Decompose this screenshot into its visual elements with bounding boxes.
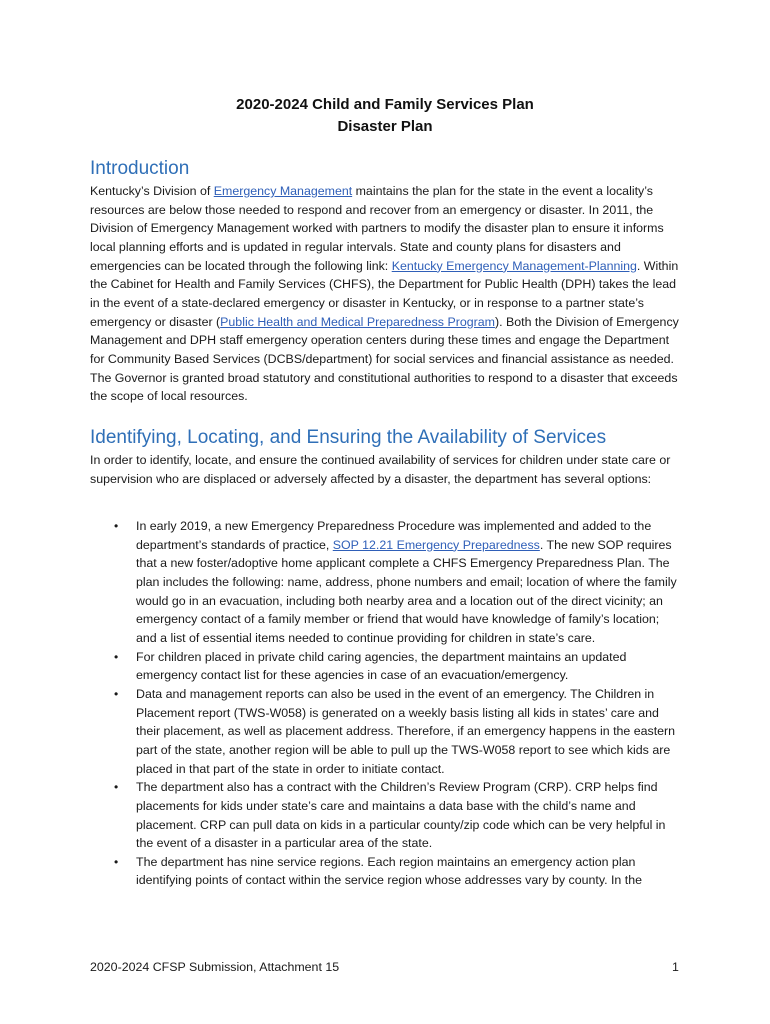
- list-item: [90, 778, 682, 853]
- bullet-text: Data and management reports can also be used in the event of an emergency. The Children in Placement report (TWS-W058) is generated on a weekly basis listing all kids in states’ care and their placement, as well as placement address. Therefore, if an emergency happens in the eastern part of the state, another region will be able to pull up the TWS-W058 report to see which kids are placed in that part of the state in order to initiate contact.: [136, 686, 676, 776]
- bullet-text: The department also has a contract with the Children’s Review Program (CRP). CRP helps find placements for kids under state’s care and maintains a data base with the child’s name and placement. CRP can pull data on kids in a particular county/zip code which can be very helpful in the event of a disaster in a particular area of the state.: [136, 780, 666, 851]
- bullet-text: The department has nine service regions. Each region maintains an emergency action plan identifying points of contact within the service region whose addresses vary by county. In the: [136, 854, 642, 888]
- sop-emergency-preparedness-link[interactable]: SOP 12.21 Emergency Preparedness: [332, 537, 540, 552]
- document-title: [0, 94, 770, 138]
- bullet-icon: •: [114, 686, 119, 701]
- intro-text-4: ). Both the Division of Emergency Management and DPH staff emergency operation centers during these times and engage the Department for Community Based Services (DCBS/department) for social services and financial assistance as needed. The Governor is granted broad statutory and constitutional authorities to respond to a disaster that exceeds the scope of local resources.: [90, 314, 679, 404]
- services-heading: Identifying, Locating, and Ensuring the Availability of Services: [90, 427, 607, 448]
- emergency-management-link[interactable]: Emergency Management: [213, 184, 353, 198]
- introduction-heading: Introduction: [90, 158, 190, 179]
- list-item: [90, 685, 682, 778]
- bullet-icon: •: [114, 649, 119, 664]
- bullet-text: In early 2019, a new Emergency Preparedness Procedure was implemented and added to the department’s standards of practice, SOP 12.21 Emergency Preparedness. The new SOP requires that a new foster/adoptive home applicant complete a CHFS Emergency Preparedness Plan. The plan includes the following: name, address, phone numbers and email; location of where the family would go in an evacuation, including both nearby area and a location out of the direct vicinity; an emergency contact of a family member or friend that would have knowledge of family’s location; and a list of essential items needed to continue providing for children in state’s care.: [136, 519, 677, 645]
- footer-text: 2020-2024 CFSP Submission, Attachment 15: [90, 960, 340, 974]
- title-line-2: Disaster Plan: [337, 118, 433, 135]
- intro-text-3: . Within the Cabinet for Health and Family Services (CHFS), the Department for Public Health (DPH) takes the lead in the event of a state-declared emergency or disaster in Kentucky, or in response to a partner state’s emergency or disaster (: [90, 258, 679, 329]
- list-item: [90, 517, 682, 648]
- intro-text-1: Kentucky’s Division of: [90, 184, 214, 198]
- services-intro-paragraph: In order to identify, locate, and ensure the continued availability of services for children under state care or supervision who are displaced or adversely affected by a disaster, the department has several options:: [90, 453, 671, 486]
- services-bullet-list: [90, 517, 682, 890]
- title-line-1: 2020-2024 Child and Family Services Plan: [236, 96, 534, 113]
- public-health-preparedness-link[interactable]: Public Health and Medical Preparedness Program: [220, 314, 495, 329]
- ky-emergency-planning-link[interactable]: Kentucky Emergency Management-Planning: [391, 258, 637, 273]
- page-number: 1: [672, 960, 679, 974]
- bullet-text: For children placed in private child caring agencies, the department maintains an updated emergency contact list for these agencies in case of an evacuation/emergency.: [136, 649, 627, 683]
- bullet-icon: •: [114, 854, 119, 869]
- bullet-icon: •: [114, 519, 119, 533]
- intro-text-2: maintains the plan for the state in the event a locality’s resources are below those needed to respond and recover from an emergency or disaster. In 2011, the Division of Emergency Management worked with partners to modify the disaster plan to ensure it informs local planning efforts and is updated in regular intervals. State and county plans for disasters and emergencies can be located through the following link:: [90, 184, 664, 273]
- bullet-icon: •: [114, 780, 119, 795]
- list-item: [90, 648, 682, 685]
- list-item: [90, 853, 682, 890]
- introduction-paragraph: [90, 182, 682, 406]
